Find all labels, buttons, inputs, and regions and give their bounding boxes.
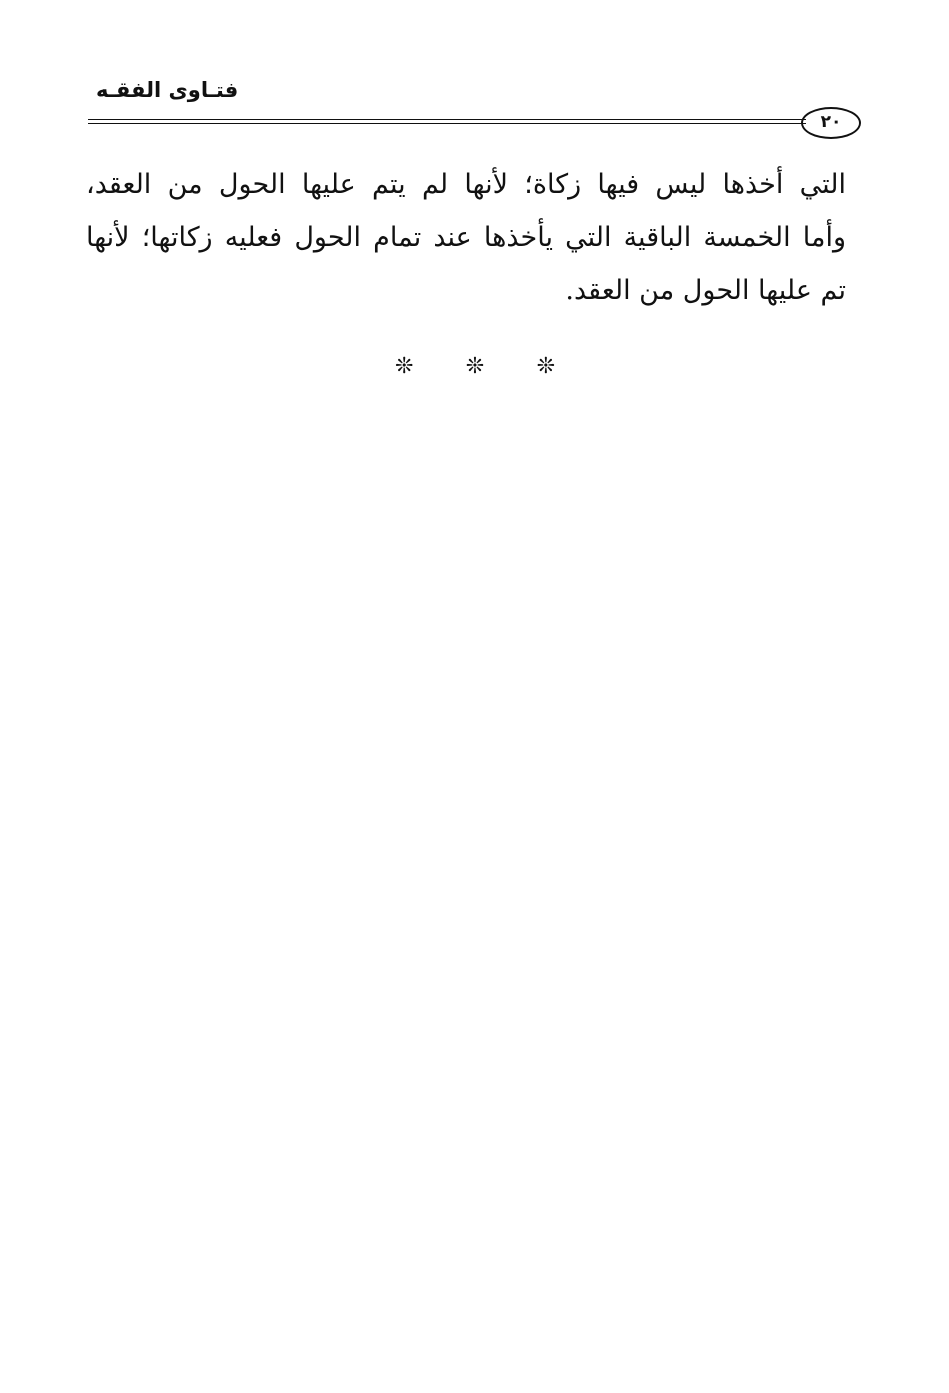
running-header-title: فتـاوى الفقـه [96, 78, 239, 102]
header-rule [88, 119, 806, 124]
section-separator [395, 356, 555, 378]
body-line: التي أخذها ليس فيها زكاة؛ لأنها لم يتم عليها الحول من العقد، [86, 169, 846, 200]
body-paragraph [86, 158, 846, 317]
body-line: تم عليها الحول من العقد. [565, 275, 846, 306]
page-number-badge: ٢٠ [801, 107, 861, 139]
body-line: وأما الخمسة الباقية التي يأخذها عند تمام الحول فعليه زكاتها؛ لأنها [86, 222, 846, 253]
asterism-icon: ❊ [536, 354, 555, 379]
asterism-icon: ❊ [465, 354, 485, 379]
asterism-icon: ❊ [395, 354, 414, 379]
